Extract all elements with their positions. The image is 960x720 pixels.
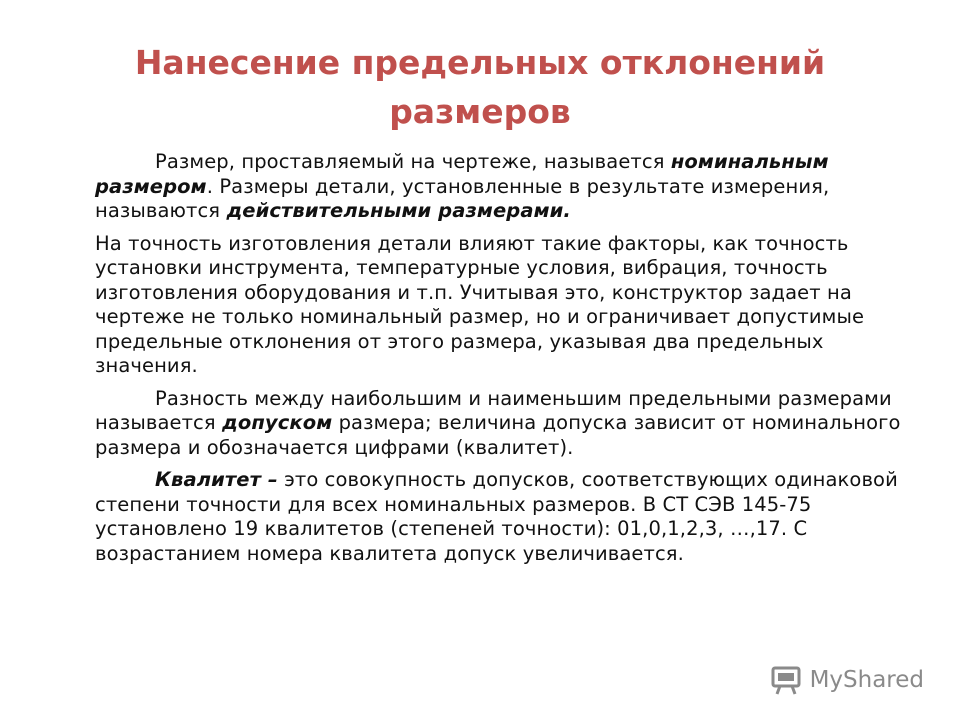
term-nominal-size: номинальным размером: [95, 150, 829, 198]
slide-title: [60, 38, 900, 136]
p2-text: На точность изготовления детали влияют такие факторы, как точность установки инструмента, температурные условия, вибрация, точность изготовления оборудования и т.п. Учитывая это, конструктор задает на чертеже не только номинальный размер, но и ограничивает допустимые предельные отклонения от этого размера, указывая два предельных значения.: [95, 231, 865, 377]
p4-text: это совокупность допусков, соответствующих одинаковой степени точности для всех номинальных размеров. В СТ СЭВ 145-75 установлено 19 квалитетов (степеней точности): 01,0,1,2,3, …,17. С возрастанием номера квалитета допуск увеличивается.: [95, 468, 898, 565]
title-line-2: размеров: [389, 92, 571, 131]
p1-text-2: . Размеры детали, установленные в результате измерения, называются: [95, 174, 830, 222]
title-line-1: Нанесение предельных отклонений: [134, 43, 826, 82]
p3-text-1: Разность между наибольшим и наименьшим предельными размерами называется: [95, 386, 892, 434]
term-qualitet: Квалитет –: [155, 468, 278, 491]
paragraph-4: [95, 468, 925, 566]
paragraph-2: [95, 232, 925, 379]
watermark: [770, 664, 924, 696]
p1-text-1: Размер, проставляемый на чертеже, называется: [155, 150, 671, 173]
paragraph-1: [95, 150, 925, 224]
paragraph-3: [95, 387, 925, 461]
term-actual-sizes: действительными размерами.: [226, 199, 571, 222]
presentation-board-icon: [770, 664, 802, 696]
term-tolerance: допуском: [222, 411, 333, 434]
watermark-text: MyShared: [809, 667, 924, 693]
slide-body: [95, 150, 925, 574]
p3-text-2: размера; величина допуска зависит от номинального размера и обозначается цифрами (квалитет).: [95, 411, 901, 459]
